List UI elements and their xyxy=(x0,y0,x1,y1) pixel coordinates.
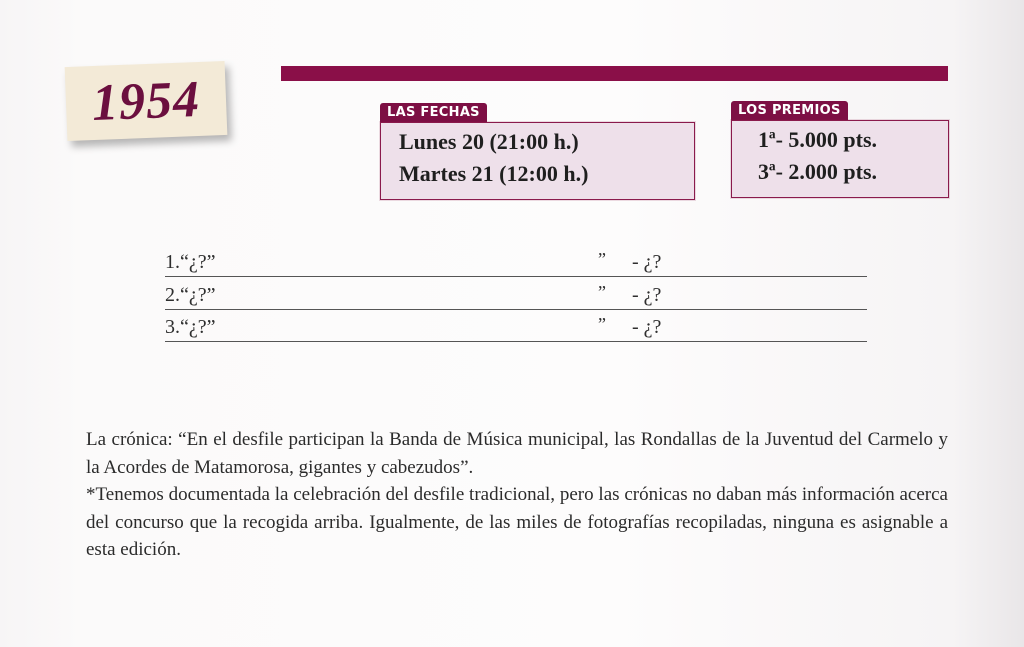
song-row xyxy=(165,311,867,342)
song-title: “¿?” xyxy=(180,316,216,338)
song-number: 3. xyxy=(165,316,180,338)
premios-box xyxy=(731,120,949,198)
song-number-title xyxy=(165,251,216,274)
chronicle-note: *Tenemos documentada la celebración del desfile tradicional, pero las crónicas no daban más información acerca del concurso que la recogida arriba. Igualmente, de las miles de fotografías recopiladas, ninguna es asignable a esta edición. xyxy=(86,484,948,560)
song-author: - ¿? xyxy=(632,316,662,338)
chronicle-text xyxy=(86,426,948,564)
fechas-tab-label: LAS FECHAS xyxy=(380,103,487,123)
premio-line-2: 3ª- 2.000 pts. xyxy=(758,159,878,184)
fecha-line-2: Martes 21 (12:00 h.) xyxy=(399,161,589,186)
chronicle-quote: La crónica: “En el desfile participan la Banda de Música municipal, las Rondallas de la Juventud del Carmelo y la Acordes de Matamorosa, gigantes y cabezudos”. xyxy=(86,429,948,478)
header-bar xyxy=(281,66,948,81)
song-author: - ¿? xyxy=(632,284,662,306)
premio-line-1: 1ª- 5.000 pts. xyxy=(758,127,878,152)
song-row xyxy=(165,279,867,310)
song-close-quote: ” xyxy=(598,314,606,334)
fecha-line-1: Lunes 20 (21:00 h.) xyxy=(399,129,579,154)
song-title: “¿?” xyxy=(180,251,216,273)
year-card xyxy=(65,61,228,141)
song-author: - ¿? xyxy=(632,251,662,273)
song-row xyxy=(165,246,867,277)
year-title: 1954 xyxy=(90,70,202,132)
song-number-title xyxy=(165,284,216,307)
song-close-quote: ” xyxy=(598,282,606,302)
song-number: 1. xyxy=(165,251,180,273)
song-title: “¿?” xyxy=(180,284,216,306)
fechas-box xyxy=(380,122,695,200)
song-number: 2. xyxy=(165,284,180,306)
song-close-quote: ” xyxy=(598,249,606,269)
premios-tab-label: LOS PREMIOS xyxy=(731,101,848,121)
song-number-title xyxy=(165,316,216,339)
